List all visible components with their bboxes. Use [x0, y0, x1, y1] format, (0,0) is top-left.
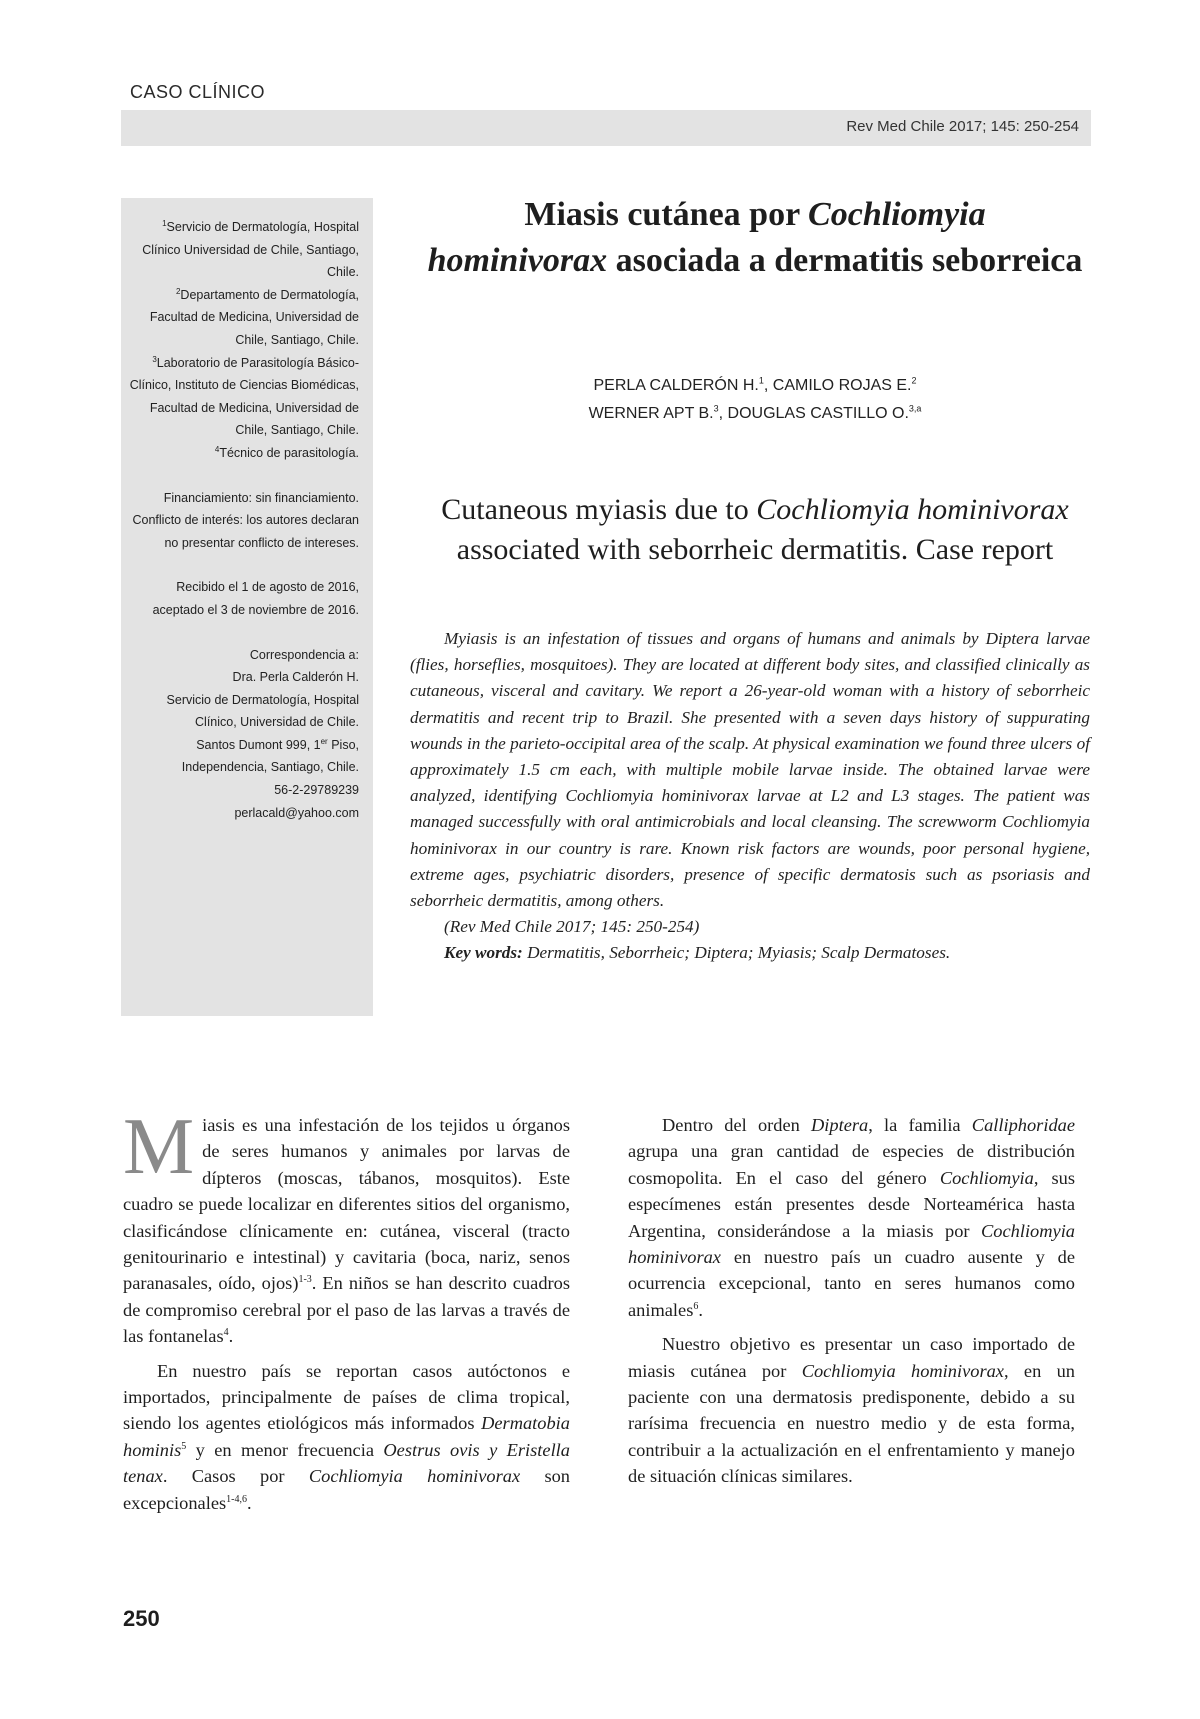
correspondence-name: Dra. Perla Calderón H.: [232, 670, 359, 685]
keywords: Key words: Dermatitis, Seborrheic; Diptera; Myiasis; Scalp Dermatoses.: [444, 943, 951, 963]
author-4: , DOUGLAS CASTILLO O.: [718, 405, 909, 422]
affiliation-1: $^1$Servicio de Dermatología, Hospital Clínico Universidad de Chile, Santiago, Chile.: [142, 218, 359, 280]
affiliation-3: $^3$Laboratorio de Parasitología Básico-Clínico, Instituto de Ciencias Biomédicas, Facultad de Medicina, Universidad de Chile, Santiago, Chile.: [129, 354, 359, 438]
body-column-right: [628, 1112, 1075, 1498]
intro-paragraph-2: En nuestro país se reportan casos autóctonos e importados, principalmente de países de clima tropical, siendo los agentes etiológicos más informados Dermatobia hominis$^5$ y en menor frecuencia Oestrus ovis y Eristella tenax. Casos por Cochliomyia hominivorax son excepcionales$^{1-4,6}$.: [123, 1360, 570, 1513]
article-title: Miasis cutánea por Cochliomyia hominivorax asociada a dermatitis seborreica: [427, 196, 1083, 279]
correspondence-address: Santos Dumont 999, 1er Piso, Independencia, Santiago, Chile.: [181, 736, 359, 775]
drop-cap: M: [123, 1103, 195, 1191]
author-3: WERNER APT B.: [588, 405, 714, 422]
section-label: CASO CLÍNICO: [130, 82, 266, 102]
conflict-note: Conflicto de interés: los autores declaran no presentar conflicto de intereses.: [132, 513, 359, 550]
body-column-left: [123, 1103, 571, 1524]
correspondence-label: Correspondencia a:: [249, 647, 359, 662]
journal-header-bar: [121, 110, 1091, 146]
abstract-citation: (Rev Med Chile 2017; 145: 250-254): [444, 917, 700, 937]
article-info-sidebar: [121, 198, 373, 1016]
journal-reference: Rev Med Chile 2017; 145: 250-254: [846, 118, 1079, 135]
page-number: 250: [123, 1606, 160, 1631]
affiliation-2: $^2$Departamento de Dermatología, Facultad de Medicina, Universidad de Chile, Santiago, Chile.: [149, 286, 359, 347]
affiliation-4: $^4$Técnico de parasitología.: [214, 444, 359, 460]
abstract-text: Myiasis is an infestation of tissues and organs of humans and animals by Diptera larvae (flies, horseflies, mosquitoes). They are located at different body sites, and classified clinically as cutaneous, visceral and cavitary. We report a 26-year-old woman with a history of seborrheic dermatitis and recent trip to Brazil. She presented with a seven days history of suppurating wounds in the parieto-occipital area of the scalp. At physical examination we found three ulcers of approximately 1.5 cm each, with multiple mobile larvae inside. The obtained larvae were analyzed, identifying Cochliomyia hominivorax larvae at L2 and L3 stages. The patient was managed successfully with oral antimicrobials and local cleansing. The screwworm Cochliomyia hominivorax in our country is rare. Known risk factors are wounds, poor personal hygiene, extreme ages, psychiatric disorders, presence of specific dermatosis such as psoriasis and seborrheic dermatitis, among others.: [410, 629, 1090, 911]
correspondence-phone: 56-2-29789239: [274, 783, 359, 798]
author-list: PERLA CALDERÓN H.$^1$, CAMILO ROJAS E.$^2$ WERNER APT B.$^3$, DOUGLAS CASTILLO O.$^{3,a}$: [588, 375, 922, 422]
author-2: , CAMILO ROJAS E.: [763, 377, 912, 394]
intro-paragraph-1: Miasis es una infestación de los tejidos u órganos de seres humanos y animales por larvas de dípteros (moscas, tábanos, mosquitos). Este cuadro se puede localizar en diferentes sitios del organismo, clasificándose clínicamente en: cutánea, visceral (tracto genitourinario e intestinal) y cavitaria (boca, nariz, senos paranasales, oído, ojos)$^{1-3}$. En niños se han descrito cuadros de compromiso cerebral por el paso de las larvas a través de las fontanelas$^4$.: [123, 1103, 571, 1347]
funding-note: Financiamiento: sin financiamiento.: [163, 490, 359, 505]
intro-paragraph-3: Dentro del orden Diptera, la familia Calliphoridae agrupa una gran cantidad de especies de distribución cosmopolita. En el caso del género Cochliomyia, sus especímenes están presentes desde Norteamérica hasta Argentina, considerándose a la miasis por Cochliomyia hominivorax en nuestro país un cuadro ausente y de ocurrencia excepcional, tanto en seres humanos como animales$^6$.: [628, 1115, 1075, 1320]
author-1: PERLA CALDERÓN H.: [593, 377, 759, 394]
received-dates: Recibido el 1 de agosto de 2016, aceptado el 3 de noviembre de 2016.: [152, 580, 359, 617]
english-title: Cutaneous myiasis due to Cochliomyia hominivorax associated with seborrheic dermatitis. Case report: [441, 493, 1069, 566]
abstract: [410, 626, 1090, 967]
correspondence-service: Servicio de Dermatología, Hospital Clínico, Universidad de Chile.: [166, 692, 359, 730]
intro-paragraph-4: Nuestro objetivo es presentar un caso importado de miasis cutánea por Cochliomyia hominivorax, en un paciente con una dermatosis predisponente, debido a su rarísima frecuencia en nuestro medio y de esta forma, contribuir a la actualización en el enfrentamiento y manejo de situación clínicas similares.: [628, 1334, 1075, 1487]
correspondence-email[interactable]: perlacald@yahoo.com: [234, 805, 359, 820]
